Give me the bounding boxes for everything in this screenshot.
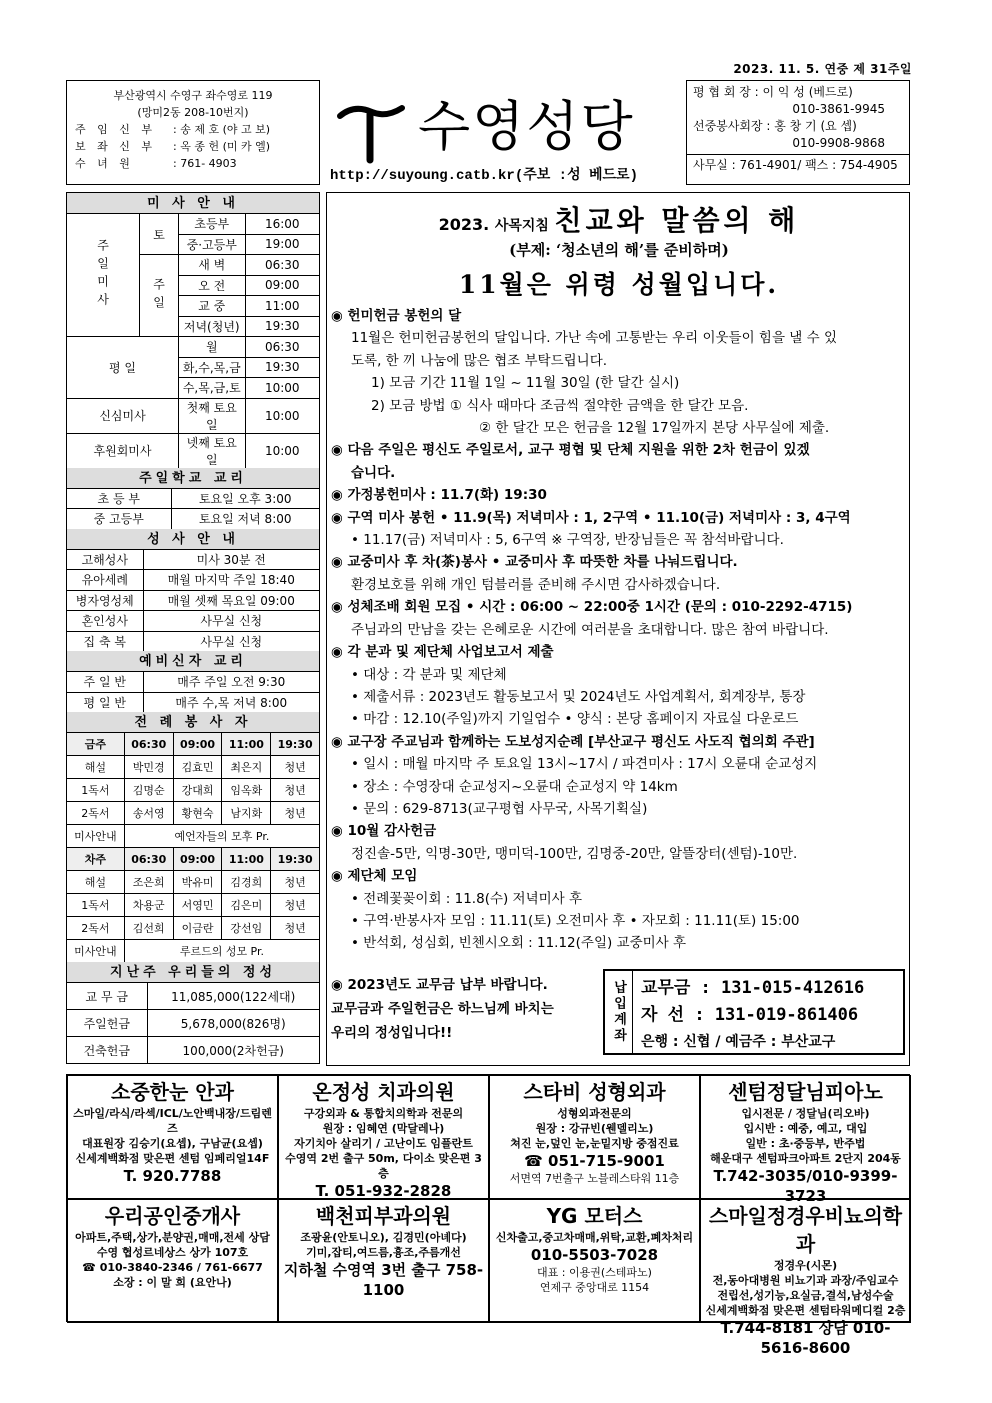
announcement-line: • 11.17(금) 저녁미사 : 5, 6구역 ※ 구역장, 반장님들은 꼭 참석바랍니다. xyxy=(351,532,784,549)
main-announcements xyxy=(326,192,910,1066)
ad-line: 신세계백화점 맞은편 센텀 임페리얼14F xyxy=(75,1152,270,1165)
advertisements xyxy=(66,1074,910,1357)
ad-line: 기미,잡티,여드름,흉조,주름개선 xyxy=(306,1246,461,1259)
tithe-notice: ◉ 2023년도 교무금 납부 바랍니다. 교무금과 주일헌금은 하느님께 바치는 우리의 정성입니다!! xyxy=(331,977,554,1041)
ad-footer: 서면역 7번출구 노블레스타워 11층 xyxy=(509,1172,680,1185)
announcement-line: 정진솔-5만, 익명-30만, 맹미덕-100만, 김명중-20만, 알뜰장터(센텀)-10만. xyxy=(351,845,798,862)
servers-this-week: 금주 06:30 09:00 11:00 19:30 해설 박민경 김효민 최은지 청년 1독서 김명순 강대희 임옥화 청년 2독서 송서영 황현숙 남지화 청년 미사안내 예언자들의 모후 Pr. 차주 06:30 09:00 11:00 19:30 해설 조은희 박유미 김경희 청년 1독서 차용군 서영민 김은미 청년 2독서 김선희 이금란 강선임 청년 미사안내 루르드의 성모 Pr. xyxy=(67,732,319,963)
announcement-line: • 일시 : 매월 마지막 주 토요일 13시~17시 / 파견미사 : 17시 오륜대 순교성지 xyxy=(351,756,818,773)
announcement-line: • 제출서류 : 2023년도 활동보고서 및 2024년도 사업계획서, 회계장부, 통장 xyxy=(351,688,806,705)
announcement-line: 도록, 한 끼 나눔에 많은 협조 부탁드립니다. xyxy=(351,352,608,369)
address-detail: (망미2동 208-10번지) xyxy=(137,106,249,119)
ad-phone: 010-5503-7028 xyxy=(530,1246,659,1264)
parish-logo xyxy=(326,80,684,185)
ad-line: 일반 : 초·중등부, 반주법 xyxy=(745,1137,866,1150)
ad-title: 센텀정달님피아노 xyxy=(728,1080,883,1104)
charity-account: 자 선 : 131-019-861406 xyxy=(641,1005,859,1025)
announcement-heading: ◉ 구역 미사 봉헌 • 11.9(목) 저녁미사 : 1, 2구역 • 11.10(금) 저녁미사 : 3, 4구역 xyxy=(331,509,851,526)
ad-box xyxy=(489,1075,700,1199)
ad-phone: T. 051-932-2828 xyxy=(315,1182,452,1200)
announcement-line: 1) 모금 기간 11월 1일 ~ 11월 30일 (한 달간 실시) xyxy=(371,375,680,392)
catechumen-table: 주 일 반 매주 주일 오전 9:30 평 일 반 매주 수,목 저녁 8:00 xyxy=(67,671,319,713)
ad-phone: ☎ 051-715-9001 xyxy=(524,1152,665,1170)
cross-logo-icon xyxy=(336,94,406,164)
address: 부산광역시 수영구 좌수영로 119 xyxy=(113,89,273,102)
ad-line: 전,동아대병원 비뇨기과 과장/주임교수 xyxy=(712,1274,899,1287)
ad-line: 수영역 2번 출구 50m, 다이소 맞은편 3층 xyxy=(285,1152,482,1180)
ad-box xyxy=(489,1199,700,1323)
announcement-heading: ◉ 각 분과 및 제단체 사업보고서 제출 xyxy=(331,644,554,661)
offering-title: 지난주 우리들의 정성 xyxy=(67,962,319,983)
info-row: 주 임 신 부 : 송 제 호 (야 고 보) xyxy=(75,123,271,136)
parish-info xyxy=(66,80,320,185)
announcement-heading: ◉ 제단체 모임 xyxy=(331,868,418,885)
announcement-line: • 마감 : 12.10(주일)까지 기일엄수 • 양식 : 본당 홈페이지 자료실 다운로드 xyxy=(351,711,799,728)
bank-account-box xyxy=(603,969,905,1055)
announcement-line: • 구역·반봉사자 모임 : 11.11(토) 오전미사 후 • 자모회 : 11.11(토) 15:00 xyxy=(351,912,800,929)
council-info xyxy=(686,80,910,185)
ad-box xyxy=(67,1199,278,1323)
ad-phone: T. 920.7788 xyxy=(123,1167,222,1185)
ad-line: 조광윤(안토니오), 김경민(아녜다) xyxy=(300,1231,467,1244)
bank-holder: 은행 : 신협 / 예금주 : 부산교구 xyxy=(641,1034,836,1050)
announcement-heading: ◉ 교중미사 후 차(茶)봉사 • 교중미사 후 따뜻한 차를 나눠드립니다. xyxy=(331,554,738,571)
announcement-line: • 문의 : 629-8713(교구평협 사무국, 사목기획실) xyxy=(351,800,648,817)
ad-line: 입시반 : 예중, 예고, 대입 xyxy=(743,1122,868,1135)
ad-line: 소장 : 이 말 희 (요안나) xyxy=(113,1276,232,1289)
announcement-line: • 대상 : 각 분과 및 제단체 xyxy=(351,666,507,683)
left-column xyxy=(66,192,320,1064)
sunday-school-title: 주일학교 교리 xyxy=(67,468,319,489)
ad-box xyxy=(67,1075,278,1199)
announcement-line: 2) 모금 방법 ① 식사 때마다 조금씩 절약한 금액을 한 달간 모음. xyxy=(371,397,749,414)
announcement-list xyxy=(331,305,907,955)
month-title: 11월은 위령 성월입니다. xyxy=(458,270,780,299)
announcement-line: • 반석회, 성심회, 빈첸시오회 : 11.12(주일) 교중미사 후 xyxy=(351,935,687,952)
president-phone: 010-3861-9945 xyxy=(792,102,885,116)
ad-phone: 지하철 수영역 3번 출구 758-1100 xyxy=(283,1261,484,1299)
parish-name: 수영성당 xyxy=(418,95,635,158)
ad-line: 아파트,주택,상가,분양권,매매,전세 상담 xyxy=(75,1231,270,1244)
ad-phone: T.744-8181 상담 010-5616-8600 xyxy=(720,1319,891,1357)
ad-line: 쳐진 눈,덮인 눈,눈밑지방 중점진료 xyxy=(510,1137,679,1150)
ad-line: 대표원장 김승기(요셉), 구남균(요셉) xyxy=(82,1137,263,1150)
ad-line: 전립선,성기능,요실금,결석,남성수술 xyxy=(717,1289,894,1302)
ad-line: 입시전문 / 정달님(리오바) xyxy=(741,1107,870,1120)
ad-box xyxy=(700,1075,911,1205)
offering-table: 교 무 금 11,085,000(122세대) 주일헌금 5,678,000(826명) 건축헌금 100,000(2차헌금) xyxy=(67,982,319,1064)
issue-date: 2023. 11. 5. 연중 제 31주일 xyxy=(733,62,912,76)
announcement-heading: ◉ 가정봉헌미사 : 11.7(화) 19:30 xyxy=(331,487,547,504)
announcement-heading: ◉ 교구장 주교님과 함께하는 도보성지순례 [부산교구 평신도 사도직 협의회 주관] xyxy=(331,733,815,750)
announcement-heading: ◉ 헌미헌금 봉헌의 달 xyxy=(331,308,462,324)
bank-label: 납입계좌 xyxy=(605,971,633,1053)
pastoral-subtitle: (부제: ‘청소년의 해’를 준비하며) xyxy=(509,241,729,259)
ad-line: 수영 협성르네상스 상가 107호 xyxy=(96,1246,249,1259)
ad-box xyxy=(700,1199,911,1357)
announcement-line: ② 한 달간 모은 헌금을 12월 17일까지 본당 사무실에 제출. xyxy=(479,420,830,437)
ad-title: 백천피부과의원 xyxy=(315,1204,452,1228)
mass-schedule-table: 주일미사 토 초등부 16:00 중·고등부 19:00 주일 새 벽 06:30 오 전 09:00 교 중 11:00 저녁(청년) 19:30 평 일 월 06:30 화,수,목,금 19:30 수,목,금,토 10:00 신심미사 첫째 토요일 10:00 후원회미사 넷째 토요일 10:00 xyxy=(67,213,319,469)
ad-line: 스마일/라식/라섹/ICL/노안백내장/드림렌즈 xyxy=(73,1107,272,1135)
mass-schedule-title: 미 사 안 내 xyxy=(67,193,319,214)
ad-title: 스마일정경우비뇨의학과 xyxy=(708,1204,903,1256)
ad-line: 성형외과전문의 xyxy=(557,1107,632,1120)
announcement-line: 환경보호를 위해 개인 텀블러를 준비해 주시면 감사하겠습니다. xyxy=(351,576,721,593)
ad-phone: T.742-3035/010-9399-3723 xyxy=(713,1167,898,1205)
ad-footer: 대표 : 이용권(스테파노) xyxy=(537,1266,652,1279)
announcement-line: • 장소 : 수영장대 순교성지~오륜대 순교성지 약 14km xyxy=(351,778,678,795)
ad-footer: 연제구 중앙대로 1154 xyxy=(539,1281,650,1294)
announcement-line: 주님과의 만남을 갖는 은혜로운 시간에 여러분을 초대합니다. 많은 참여 바랍니다. xyxy=(351,621,829,638)
ad-title: 스타비 성형외과 xyxy=(523,1080,666,1104)
ad-line: 원장 : 강규빈(웬델리노) xyxy=(535,1122,654,1135)
catechumen-title: 예비신자 교리 xyxy=(67,651,319,672)
ad-line: 신세계백화점 맞은편 센텀타워메디컬 2층 xyxy=(705,1304,906,1317)
servers-title: 전 례 봉 사 자 xyxy=(67,712,319,733)
homepage-link[interactable]: http://suyoung.catb.kr(주보 :성 베드로) xyxy=(330,168,638,184)
ad-line: 자기치아 살리기 / 고난이도 임플란트 xyxy=(294,1137,473,1150)
pastoral-theme: 2023. 사목지침 친교와 말씀의 해 xyxy=(438,204,800,237)
ad-box xyxy=(278,1199,489,1323)
announcement-heading: ◉ 다음 주일은 평신도 주일로서, 교구 평협 및 단체 지원을 위한 2차 헌금이 있겠 xyxy=(331,442,810,459)
announcement-heading: ◉ 10월 감사헌금 xyxy=(331,823,437,840)
ad-box xyxy=(278,1075,489,1199)
info-row: 보 좌 신 부 : 옥 종 헌 (미 카 엘) xyxy=(75,140,271,153)
sacraments-table: 고해성사 미사 30분 전 유아세례 매월 마지막 주일 18:40 병자영성체 매월 셋째 목요일 09:00 혼인성사 사무실 신청 집 축 복 사무실 신청 xyxy=(67,549,319,653)
announcement-heading: 습니다. xyxy=(351,464,396,481)
announcement-line: 11월은 헌미헌금봉헌의 달입니다. 가난 속에 고통받는 우리 이웃들이 힘을 낼 수 있 xyxy=(351,330,837,347)
ad-line: 해운대구 센텀파크아파트 2단지 204동 xyxy=(710,1152,901,1165)
announcement-line: • 전례꽃꽂이회 : 11.8(수) 저녁미사 후 xyxy=(351,890,583,907)
council-president: 평 협 회 장 : 이 익 성 (베드로) xyxy=(693,85,853,99)
announcement-heading: ◉ 성체조배 회원 모집 • 시간 : 06:00 ~ 22:00중 1시간 (문의 : 010-2292-4715) xyxy=(331,599,853,616)
ad-title: 소중한눈 안과 xyxy=(111,1080,234,1104)
ad-title: 온정성 치과의원 xyxy=(312,1080,455,1104)
office-contact: 사무실 : 761-4901/ 팩스 : 754-4905 xyxy=(687,154,909,174)
sunday-school-table: 초 등 부 토요일 오후 3:00 중 고등부 토요일 저녁 8:00 xyxy=(67,488,319,530)
volunteer-phone: 010-9908-9868 xyxy=(792,136,885,150)
ad-title: YG 모터스 xyxy=(546,1204,643,1228)
ad-line: 신차출고,중고차매매,위탁,교환,폐차처리 xyxy=(495,1231,694,1244)
ad-title: 우리공인중개사 xyxy=(104,1204,241,1228)
ad-line: ☎ 010-3840-2346 / 761-6677 xyxy=(82,1261,263,1274)
ad-line: 정경우(시몬) xyxy=(773,1259,838,1272)
volunteer-president: 선중봉사회장 : 홍 창 기 (요 셉) xyxy=(693,119,857,133)
tithe-account: 교무금 : 131-015-412616 xyxy=(641,978,865,998)
sacraments-title: 성 사 안 내 xyxy=(67,529,319,550)
info-row: 수 녀 원 : 761- 4903 xyxy=(75,157,237,170)
ad-line: 원장 : 임혜연 (막달레나) xyxy=(322,1122,445,1135)
ad-line: 구강외과 & 통합치의학과 전문의 xyxy=(303,1107,464,1120)
